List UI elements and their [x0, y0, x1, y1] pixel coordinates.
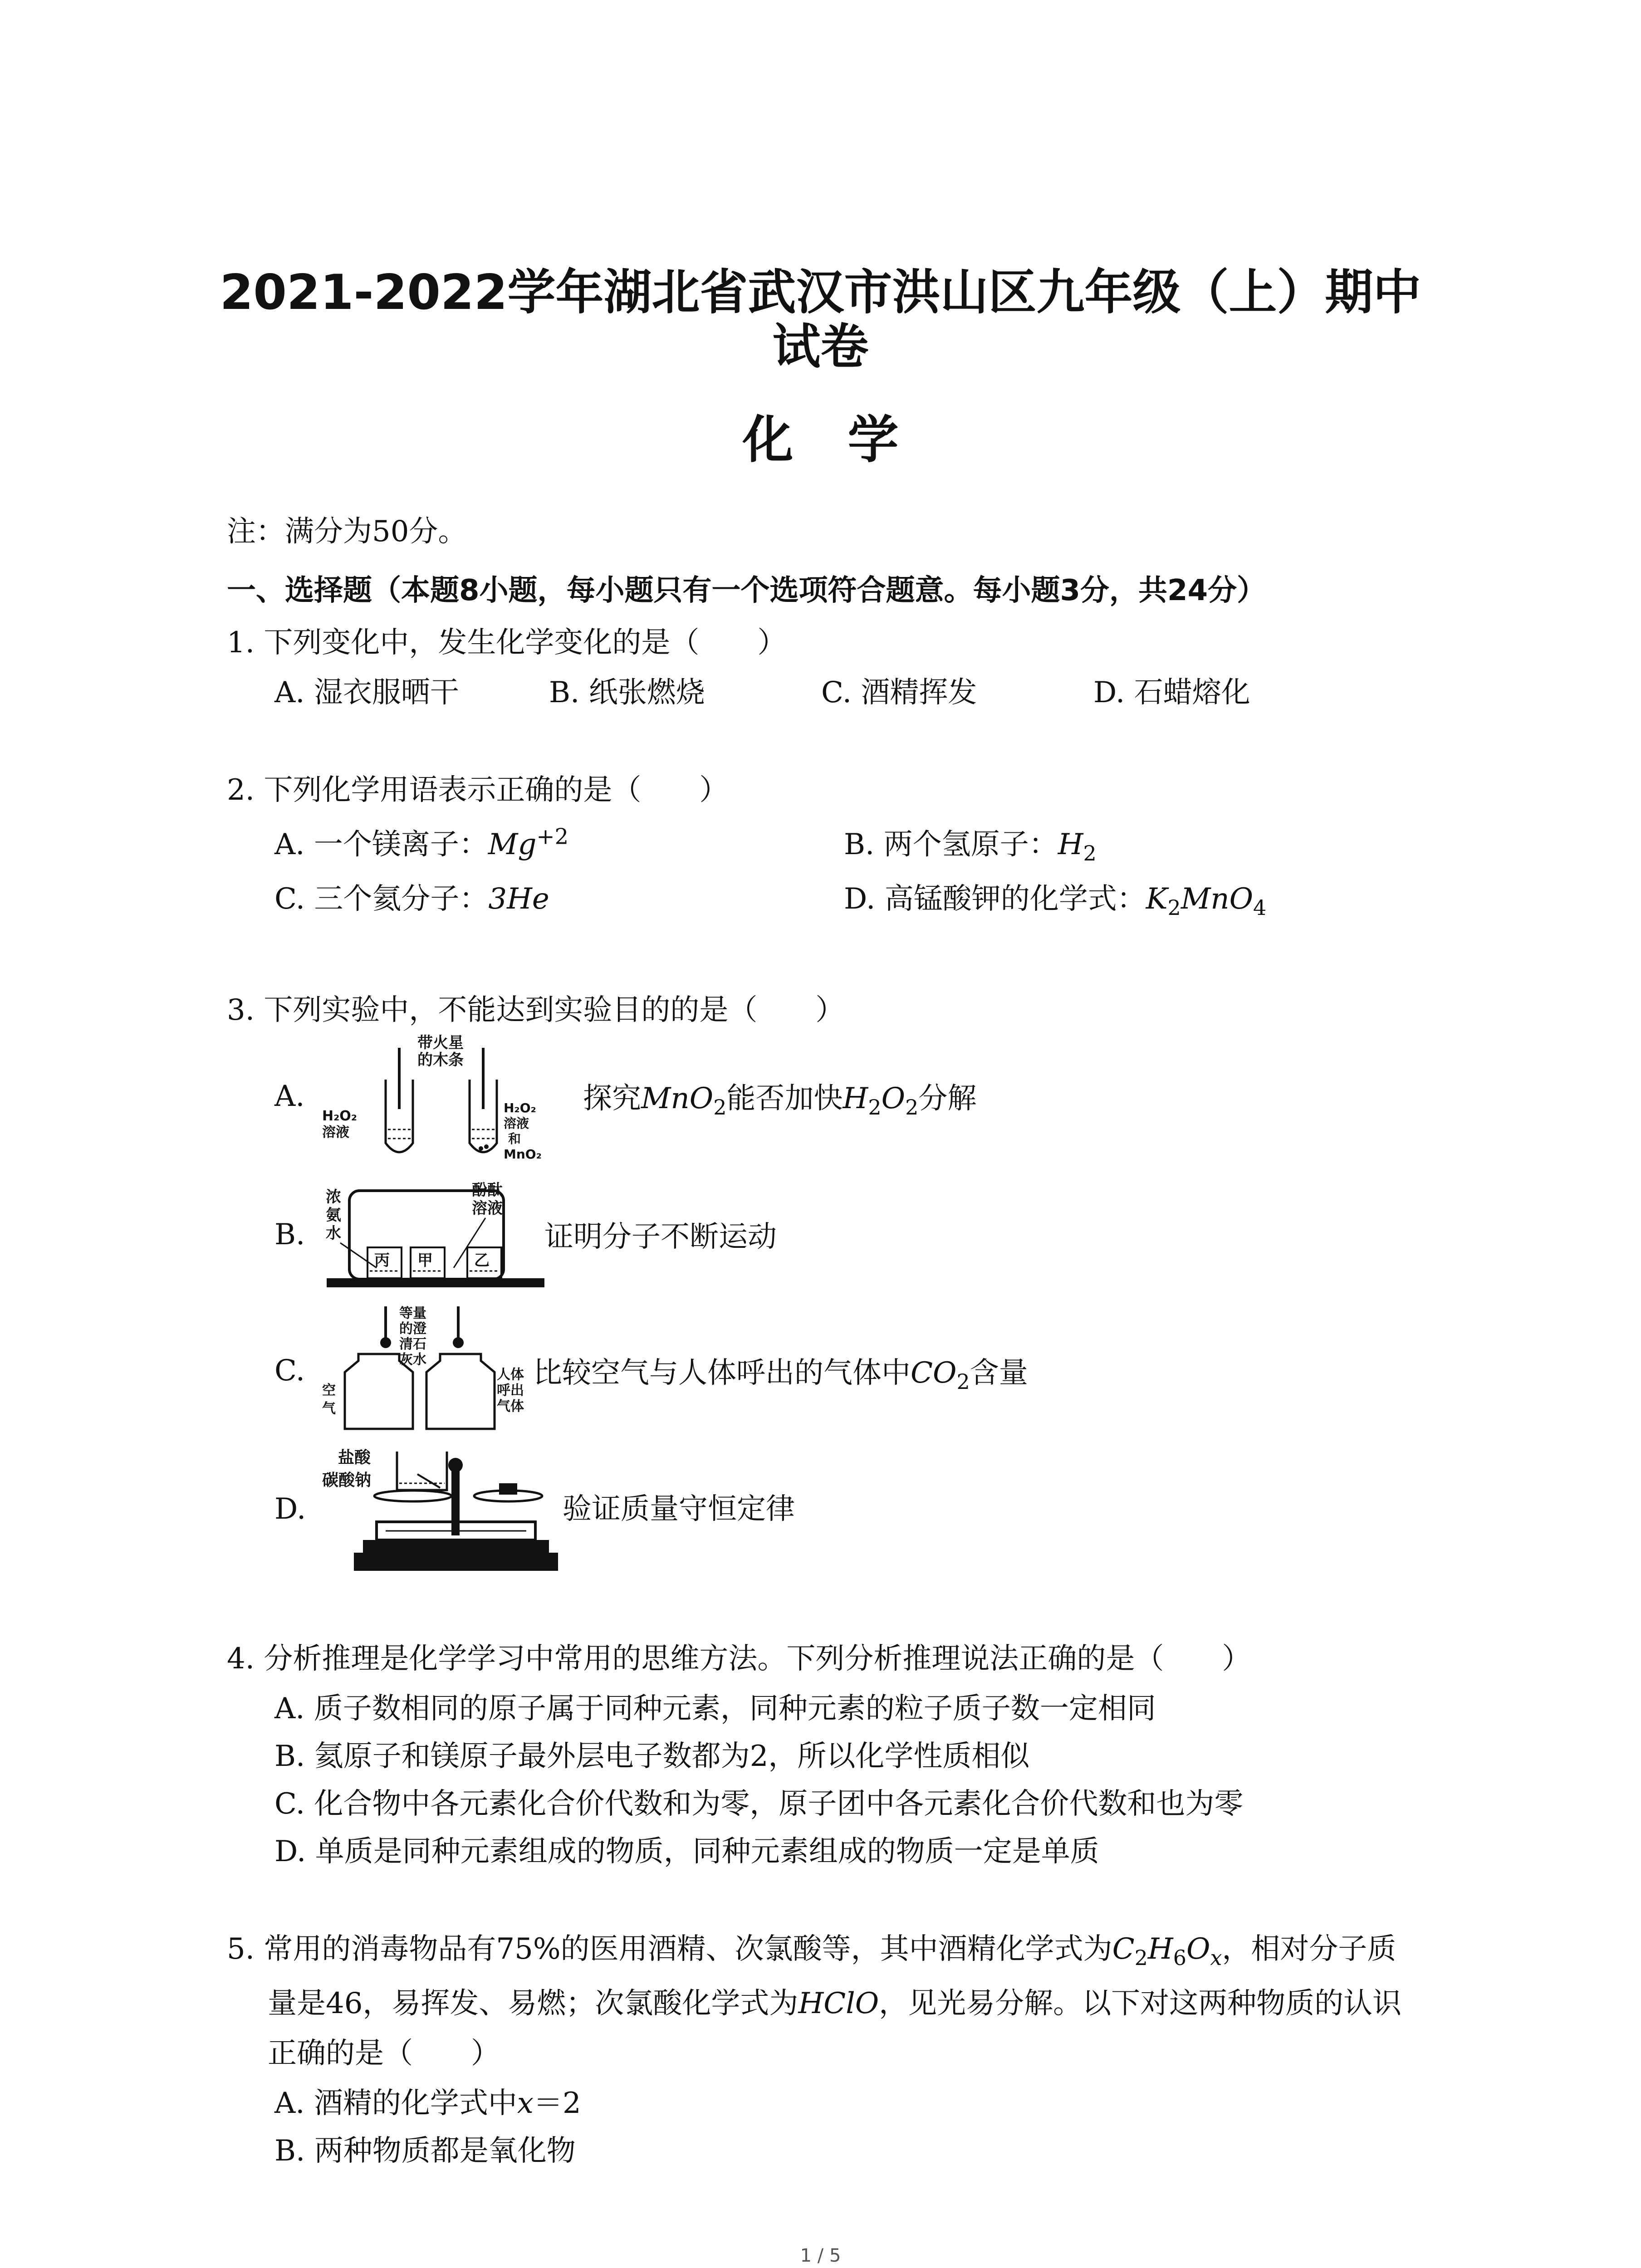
fig-a-right2: 溶液	[504, 1116, 529, 1131]
page-title: 2021-2022学年湖北省武汉市洪山区九年级（上）期中	[220, 264, 1421, 320]
fig-c-t2: 的澄	[399, 1321, 426, 1337]
fig-a-left1: H₂O₂	[322, 1108, 357, 1124]
q5-o: O	[1186, 1932, 1210, 1966]
fig-b-l3: 水	[326, 1224, 341, 1242]
figure-bell-jar	[318, 1175, 554, 1297]
q3-a-f2hsub: 2	[868, 1095, 882, 1119]
fig-b-c3: 乙	[474, 1251, 490, 1270]
beaker	[397, 1452, 447, 1490]
fig-c-t3: 清石	[399, 1336, 426, 1352]
q2-b-formula: H	[1058, 828, 1083, 861]
fig-a-top1: 带火星	[417, 1034, 464, 1052]
q3-c-fsub: 2	[956, 1369, 970, 1394]
fig-d-l1: 盐酸	[338, 1448, 371, 1467]
question-3-stem: 3. 下列实验中，不能达到实验目的的是（ ）	[227, 993, 845, 1027]
figure-balance	[318, 1442, 563, 1579]
q5-c: C	[1112, 1932, 1135, 1966]
q4-option-a: A. 质子数相同的原子属于同种元素，同种元素的粒子质子数一定相同	[274, 1692, 1156, 1725]
q3-a-f2o: O	[881, 1082, 906, 1115]
q5-option-a	[274, 2080, 581, 2121]
q3-a-f2osub: 2	[905, 1095, 919, 1119]
question-4-stem: 4. 分析推理是化学学习中常用的思维方法。下列分析推理说法正确的是（ ）	[227, 1642, 1251, 1676]
q2-c-formula: 3He	[488, 882, 549, 916]
question-2-stem: 2. 下列化学用语表示正确的是（ ）	[227, 773, 729, 807]
q2-d-osub: 4	[1253, 895, 1267, 920]
q2-option-b	[844, 821, 1097, 865]
q1-option-a: A. 湿衣服晒干	[274, 676, 459, 709]
fig-c-t1: 等量	[399, 1305, 426, 1321]
fig-a-top2: 的木条	[417, 1051, 464, 1069]
q2-c-text: C. 三个氦分子：	[274, 882, 489, 916]
q3-option-d-letter: D.	[274, 1492, 306, 1526]
question-5-line3: 正确的是（ ）	[268, 2037, 500, 2070]
q4-option-b: B. 氦原子和镁原子最外层电子数都为2，所以化学性质相似	[274, 1740, 1030, 1773]
q3-option-b-letter: B.	[274, 1218, 305, 1251]
q3-a-pre: 探究	[583, 1082, 641, 1115]
q5-l2-formula: HClO	[798, 1987, 879, 2020]
q4-option-d: D. 单质是同种元素组成的物质，同种元素组成的物质一定是单质	[274, 1835, 1099, 1868]
question-1-stem: 1. 下列变化中，发生化学变化的是（ ）	[227, 626, 787, 660]
q3-a-f2h: H	[843, 1082, 868, 1115]
fig-a-right3: 和	[508, 1131, 521, 1146]
q2-a-text: A. 一个镁离子：	[274, 828, 488, 861]
q2-d-ksub: 2	[1167, 895, 1181, 920]
q3-option-b-text: 证明分子不断运动	[544, 1220, 777, 1254]
q3-option-a-letter: A.	[274, 1080, 305, 1113]
q3-a-f1sub: 2	[713, 1095, 727, 1119]
q5-csub: 2	[1134, 1945, 1148, 1970]
q3-c-post: 含量	[970, 1356, 1028, 1390]
fig-d-l2: 碳酸钠	[322, 1471, 372, 1490]
q2-d-k: K	[1146, 882, 1168, 916]
balance-base	[354, 1553, 558, 1571]
q5-hsub: 6	[1173, 1945, 1186, 1970]
q3-option-d-text: 验证质量守恒定律	[563, 1492, 795, 1526]
q2-option-c	[274, 875, 549, 917]
section-heading: 一、选择题（本题8小题，每小题只有一个选项符合题意。每小题3分，共24分）	[227, 574, 1266, 607]
fig-c-r2: 呼出	[497, 1383, 524, 1398]
fig-c-r1: 人体	[497, 1367, 524, 1383]
q1-option-c: C. 酒精挥发	[821, 676, 977, 709]
fig-c-r3: 气体	[497, 1398, 524, 1414]
q3-a-post: 分解	[918, 1082, 977, 1115]
q3-option-c-letter: C.	[274, 1354, 305, 1388]
q2-b-sub: 2	[1083, 841, 1097, 865]
fig-c-l1: 空	[322, 1383, 336, 1398]
q3-option-a-text	[583, 1075, 976, 1119]
fig-a-right4: MnO₂	[504, 1147, 542, 1162]
fig-b-c2: 甲	[417, 1251, 433, 1270]
q5-l2-pre: 量是46，易挥发、易燃；次氯酸化学式为	[268, 1987, 798, 2020]
q5-h: H	[1147, 1932, 1173, 1966]
fig-b-l2: 氨	[326, 1206, 341, 1224]
figure-test-tubes	[318, 1030, 581, 1166]
fig-a-right1: H₂O₂	[504, 1100, 536, 1115]
q5-l1-pre: 5. 常用的消毒物品有75%的医用酒精、次氯酸等，其中酒精化学式为	[227, 1932, 1112, 1966]
q5-l2-post: ，见光易分解。以下对这两种物质的认识	[879, 1987, 1402, 2020]
fig-a-left2: 溶液	[322, 1124, 349, 1140]
q5-l1-post: ，相对分子质	[1222, 1932, 1396, 1966]
figure-gas-bottles	[318, 1304, 535, 1438]
q5-option-b: B. 两种物质都是氧化物	[274, 2134, 576, 2168]
q3-a-mid: 能否加快	[726, 1082, 843, 1115]
fig-b-r1: 酚酞	[472, 1181, 503, 1199]
q4-option-c: C. 化合物中各元素化合价代数和为零，原子团中各元素化合价代数和也为零	[274, 1787, 1244, 1821]
question-5-line1	[227, 1926, 1396, 1970]
note: 注：满分为50分。	[227, 515, 467, 548]
q5-a-pre: A. 酒精的化学式中	[274, 2087, 517, 2120]
fig-c-l2: 气	[322, 1401, 336, 1417]
q5-a-post: ＝2	[534, 2087, 581, 2120]
fig-b-r2: 溶液	[472, 1199, 503, 1217]
fig-b-l1: 浓	[326, 1188, 341, 1206]
q2-d-mno: MnO	[1181, 882, 1254, 916]
q2-b-text: B. 两个氢原子：	[844, 828, 1058, 861]
q3-c-pre: 比较空气与人体呼出的气体中	[533, 1356, 911, 1390]
question-5-line2	[268, 1980, 1401, 2022]
q2-d-text: D. 高锰酸钾的化学式：	[844, 882, 1146, 916]
q2-option-a	[274, 821, 568, 863]
q1-option-b: B. 纸张燃烧	[549, 676, 705, 709]
subject-heading: 化学	[742, 411, 953, 469]
fig-b-c1: 丙	[374, 1251, 390, 1270]
q3-option-c-text	[533, 1349, 1028, 1394]
q2-a-formula: Mg	[488, 828, 537, 861]
q3-a-f1: MnO	[641, 1082, 714, 1115]
page-title-line2: 试卷	[772, 319, 869, 375]
q3-c-f: CO	[911, 1356, 957, 1390]
q2-a-sup: +2	[536, 824, 569, 850]
q2-option-d	[844, 875, 1266, 920]
gas-bottle-right	[426, 1354, 495, 1429]
q1-option-d: D. 石蜡熔化	[1093, 676, 1250, 709]
fig-c-t4: 灰水	[399, 1352, 426, 1368]
q5-a-x: x	[517, 2087, 534, 2120]
page-number: 1 / 5	[800, 2245, 841, 2266]
base-plate	[327, 1278, 544, 1287]
q5-osub: x	[1210, 1945, 1222, 1970]
